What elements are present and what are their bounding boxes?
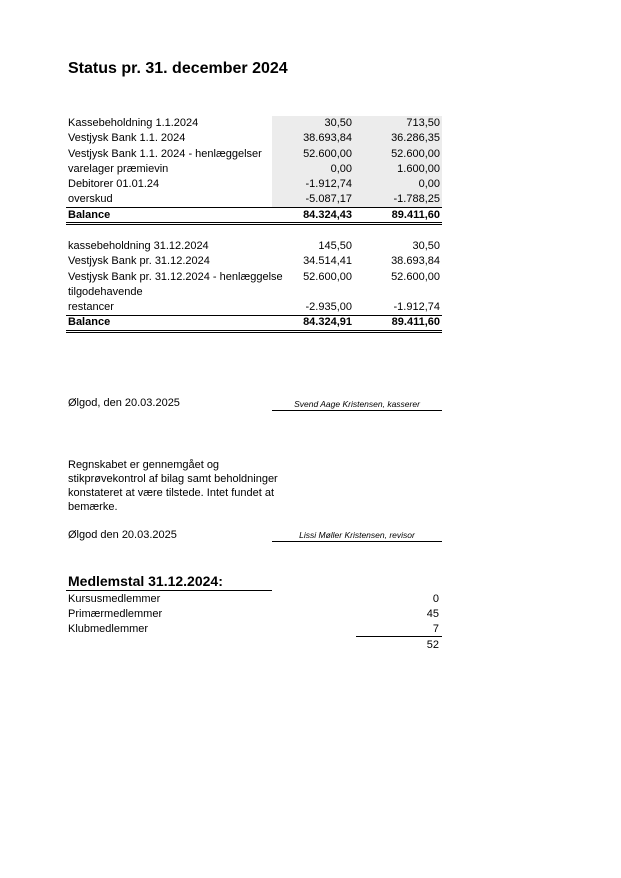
page-title: Status pr. 31. december 2024 (68, 60, 288, 77)
balance-double-rule (66, 224, 442, 225)
table-row: Vestjysk Bank 1.1. 2024 38.693,84 36.286,35 (68, 132, 440, 145)
balance-row: Balance 84.324,91 89.411,60 (68, 316, 440, 329)
balance-row: Balance 84.324,43 89.411,60 (68, 208, 440, 221)
table-row: Vestjysk Bank 1.1. 2024 - henlæggelser 52.600,00 52.600,00 (68, 147, 440, 160)
table-row: kassebeholdning 31.12.2024 145,50 30,50 (68, 240, 440, 252)
members-sum-rule (356, 636, 442, 637)
balance-double-rule (66, 332, 442, 333)
signature-place-date: Ølgod den 20.03.2025 (68, 529, 177, 541)
table-row: tilgodehavende (68, 285, 143, 298)
table-row: varelager præmievin 0,00 1.600,00 (68, 162, 440, 175)
table-row: Vestjysk Bank pr. 31.12.2024 34.514,41 38.693,84 (68, 255, 440, 268)
members-title-rule (66, 590, 272, 591)
table-row: Kassebeholdning 1.1.2024 30,50 713,50 (68, 117, 440, 129)
signature-place-date: Ølgod, den 20.03.2025 (68, 397, 180, 409)
list-item: Klubmedlemmer 7 (68, 623, 439, 635)
table-row: Vestjysk Bank pr. 31.12.2024 - henlæggelse 52.600,00 52.600,00 (68, 270, 440, 283)
balance-top-rule (66, 207, 442, 208)
list-item: Kursusmedlemmer 0 (68, 593, 439, 605)
balance-double-rule (66, 330, 442, 331)
list-item: Primærmedlemmer 45 (68, 608, 439, 620)
closing-balance-table (66, 239, 442, 331)
members-total: 52 (426, 639, 439, 651)
treasurer-signature-name: Svend Aage Kristensen, kasserer (294, 399, 420, 409)
balance-top-rule (66, 315, 442, 316)
balance-double-rule (66, 222, 442, 223)
audit-statement: Regnskabet er gennemgået og stikprøvekontrol af bilag samt beholdninger konstateret at være tilstede. Intet fundet at bemærke. (68, 459, 278, 513)
members-title: Medlemstal 31.12.2024: (68, 573, 223, 589)
auditor-signature-name: Lissi Møller Kristensen, revisor (299, 530, 415, 540)
signature-line (272, 541, 442, 542)
table-row: overskud -5.087,17 -1.788,25 (68, 193, 440, 206)
table-row: Debitorer 01.01.24 -1.912,74 0,00 (68, 178, 440, 191)
table-row: restancer -2.935,00 -1.912,74 (68, 301, 440, 314)
signature-line (272, 410, 442, 411)
